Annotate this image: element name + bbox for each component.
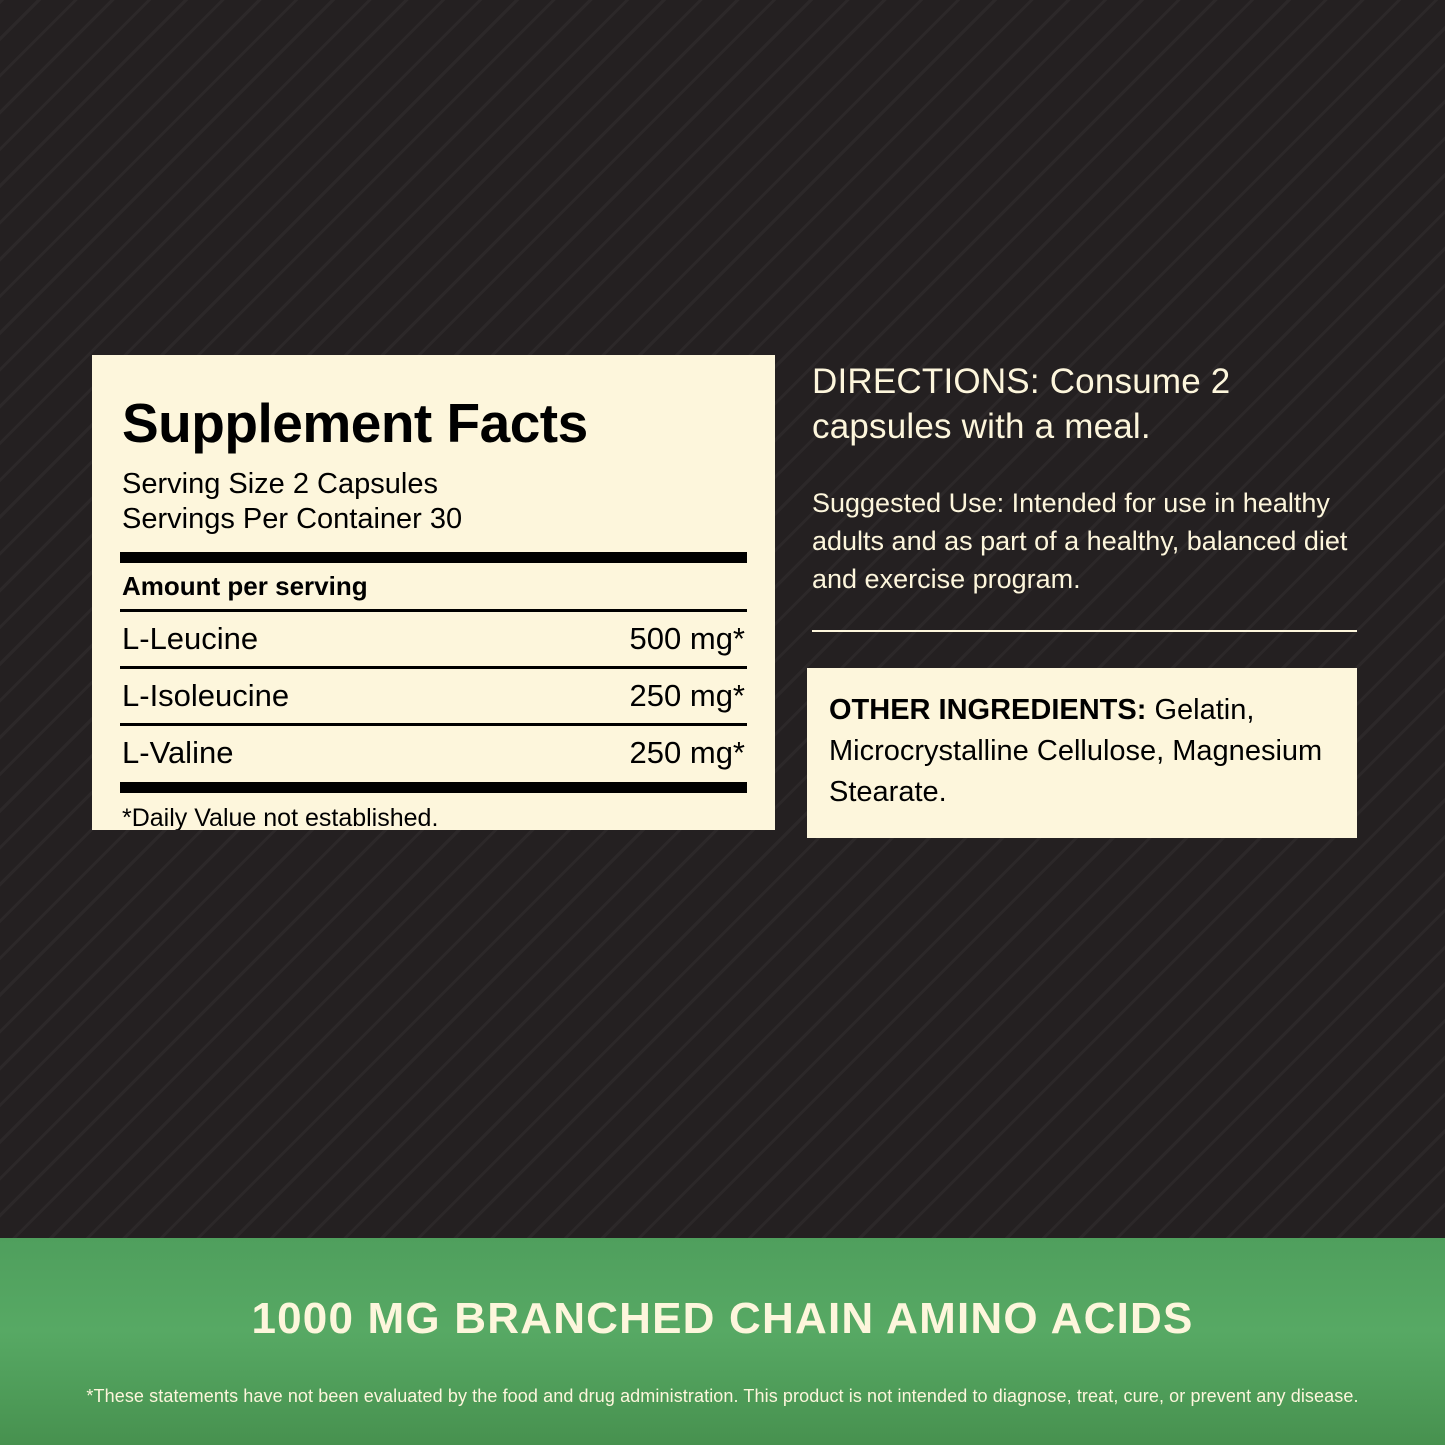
ingredient-amount: 250 mg* xyxy=(629,677,745,713)
ingredient-name: L-Isoleucine xyxy=(122,677,290,713)
footer-disclaimer: *These statements have not been evaluated by the food and drug administration. This product is not intended to diagnose, treat, cure, or prevent any disease. xyxy=(86,1386,1359,1406)
table-row xyxy=(120,726,747,780)
table-row xyxy=(120,669,747,723)
other-ingredients-panel xyxy=(807,668,1357,838)
ingredient-name: L-Valine xyxy=(122,734,234,770)
ingredient-name: L-Leucine xyxy=(122,620,259,656)
directions-heading: DIRECTIONS: Consume 2 capsules with a meal. xyxy=(812,362,1231,446)
footer-headline: 1000 MG BRANCHED CHAIN AMINO ACIDS xyxy=(251,1294,1194,1343)
ingredient-amount: 500 mg* xyxy=(629,620,745,656)
serving-size: Serving Size 2 Capsules xyxy=(122,467,438,500)
footer-band xyxy=(0,1238,1445,1445)
table-row xyxy=(120,612,747,666)
other-ingredients-label: OTHER INGREDIENTS: xyxy=(829,694,1147,726)
suggested-use-text: Suggested Use: Intended for use in healthy adults and as part of a healthy, balanced diet and exercise program. xyxy=(812,488,1348,594)
other-ingredients-text: Gelatin, Microcrystalline Cellulose, Magnesium Stearate. xyxy=(829,694,1323,809)
divider-thick-top xyxy=(120,552,747,563)
servings-per-container: Servings Per Container 30 xyxy=(122,503,463,536)
supplement-facts-title: Supplement Facts xyxy=(122,392,588,454)
divider-thick-bottom xyxy=(120,782,747,793)
amount-per-serving-header: Amount per serving xyxy=(122,570,368,601)
ingredient-amount: 250 mg* xyxy=(629,734,745,770)
section-divider xyxy=(812,630,1357,632)
supplement-facts-panel xyxy=(92,355,775,830)
daily-value-footnote: *Daily Value not established. xyxy=(122,803,439,830)
directions-block xyxy=(812,360,1368,450)
